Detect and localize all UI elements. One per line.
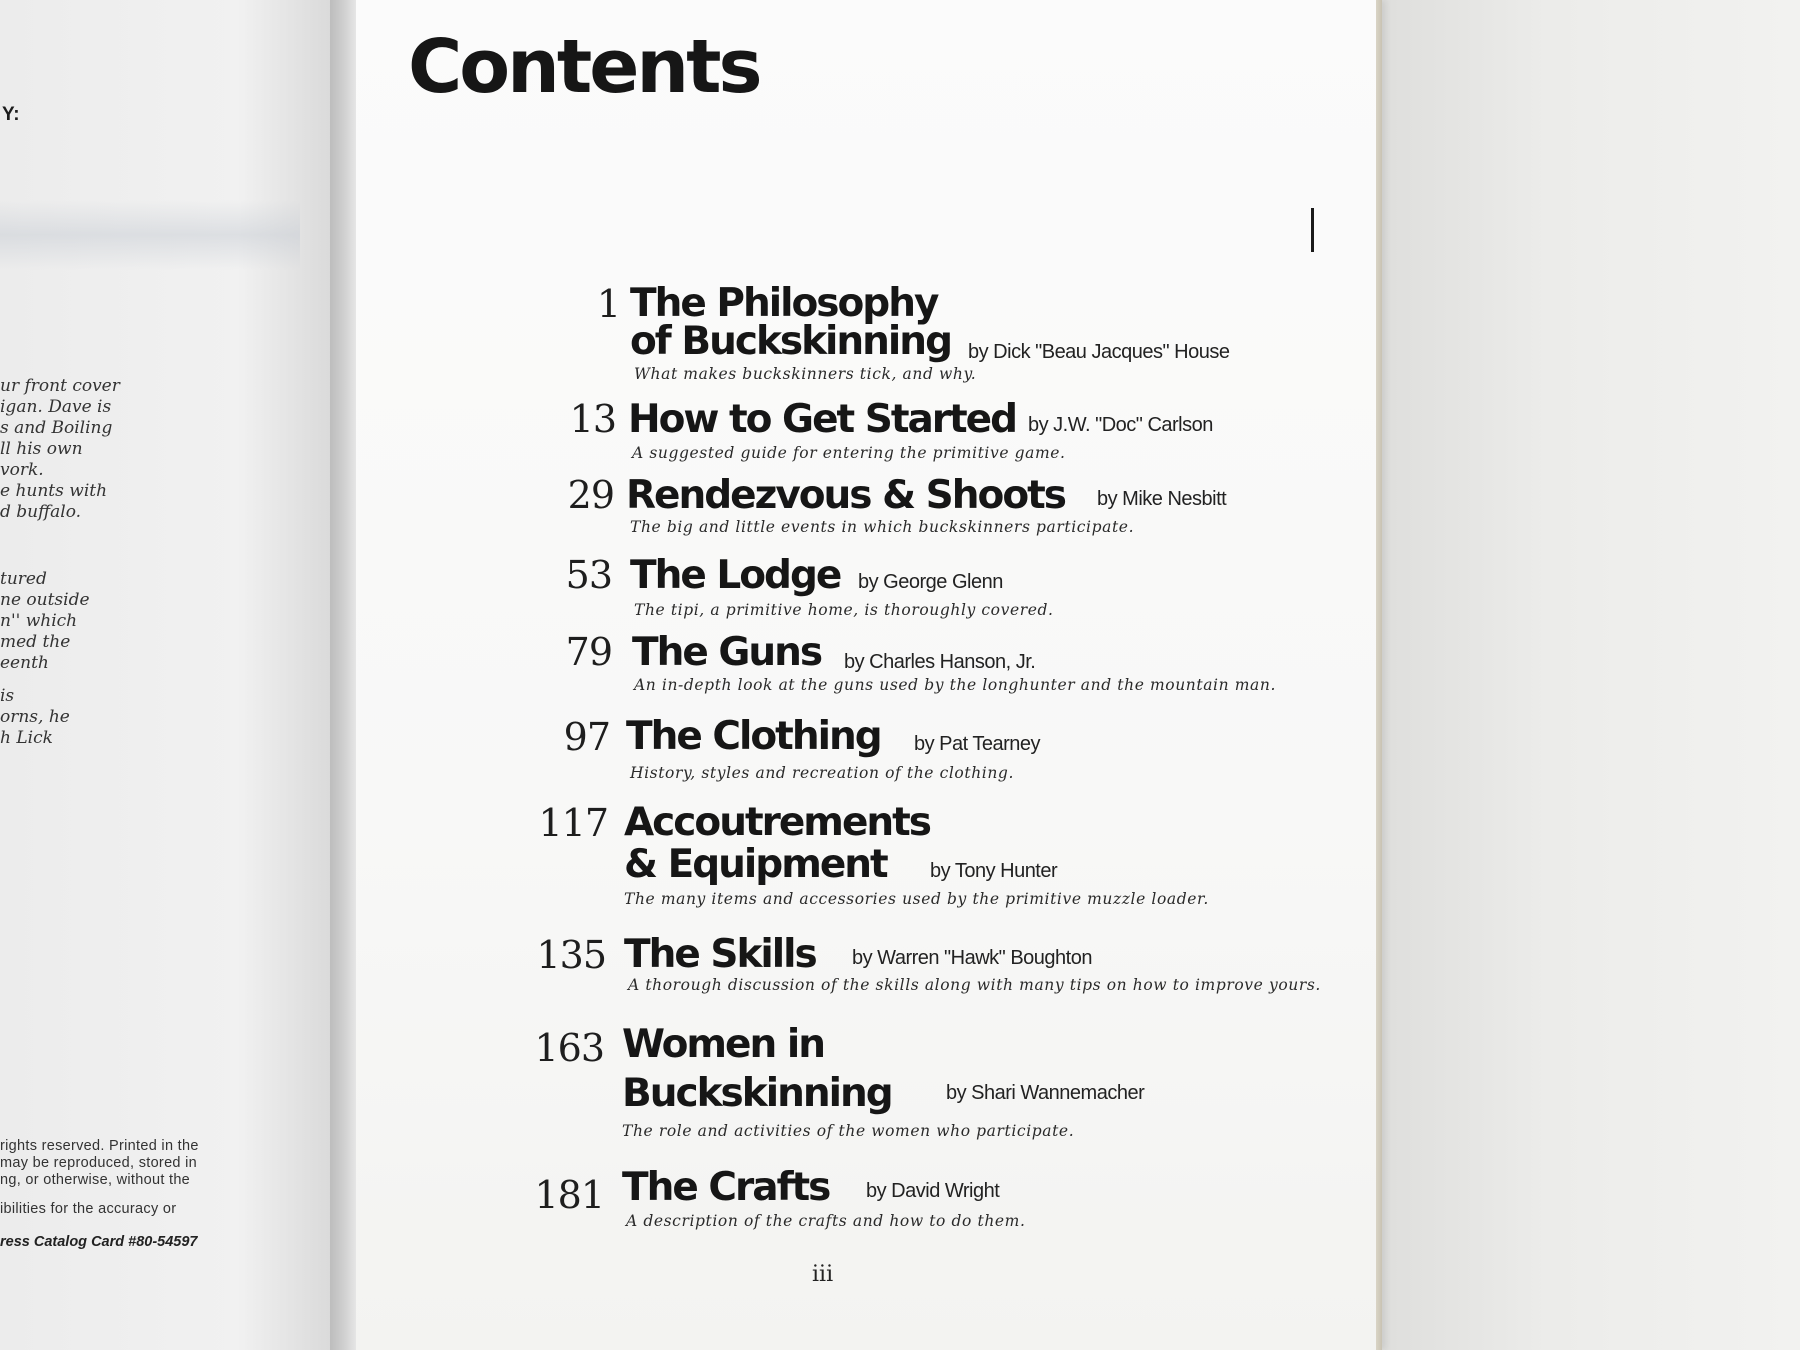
toc-description: History, styles and recreation of the clothing. [630,764,1014,782]
toc-title-line: Rendezvous & Shoots [626,473,1065,518]
legal-line [0,1189,300,1201]
toc-description: What makes buckskinners tick, and why. [634,365,977,383]
toc-description: The many items and accessories used by the primitive muzzle loader. [624,890,1209,908]
blurb-line: vork. [0,460,44,480]
legal-line: ibilities for the accuracy or [0,1201,177,1217]
blurb-line: eenth [0,653,49,673]
toc-title-line: The Crafts [622,1165,830,1210]
legal-line: rights reserved. Printed in the [0,1138,199,1154]
blurb-line [0,674,330,686]
toc-page-number: 163 [534,1026,604,1070]
front-cover-blurb [0,376,330,523]
toc-author: by Shari Wannemacher [946,1082,1145,1104]
left-page [0,0,340,1350]
toc-page-number: 53 [565,553,612,597]
toc-title-line: Buckskinning [622,1071,892,1116]
toc-description: A thorough discussion of the skills along with many tips on how to improve yours. [628,976,1321,994]
page-edge [1376,0,1382,1350]
toc-title-line: Accoutrements [624,800,931,845]
catalog-card-number: ress Catalog Card #80-54597 [0,1234,198,1250]
blurb-line: med the [0,632,71,652]
toc-description: The big and little events in which buckskinners participate. [630,518,1135,536]
blurb-line: s and Boiling [0,418,113,438]
blurb-line: igan. Dave is [0,397,112,417]
toc-page-number: 13 [569,397,616,441]
toc-title-line: The Skills [624,932,816,977]
toc-page-number: 1 [596,282,620,326]
blurb-line: tured [0,569,47,589]
back-cover-blurb [0,569,330,749]
toc-author: by George Glenn [858,571,1003,593]
blurb-line: ll his own [0,439,83,459]
toc-author: by Pat Tearney [914,733,1041,755]
contents-heading: Contents [408,24,760,110]
toc-author: by Tony Hunter [930,860,1058,882]
toc-title-line: & Equipment [624,842,887,887]
faded-print-band [0,200,300,270]
toc-description: A description of the crafts and how to do them. [626,1212,1026,1230]
table-surface [1380,0,1800,1350]
copyright-notice [0,1138,300,1218]
toc-author: by J.W. "Doc" Carlson [1028,414,1213,436]
toc-author: by David Wright [866,1180,1000,1202]
toc-title-line: How to Get Started [628,397,1017,442]
blurb-line: ne outside [0,590,90,610]
section-marker: Y: [2,104,20,125]
toc-title-line: The Philosophy [630,281,938,326]
toc-page-number: 29 [567,473,614,517]
legal-line: may be reproduced, stored in [0,1155,198,1171]
blurb-line: e hunts with [0,481,108,501]
toc-title-line: The Guns [632,630,822,675]
toc-title-line: of Buckskinning [630,319,951,364]
toc-title-line: The Clothing [626,714,881,759]
toc-author: by Warren "Hawk" Boughton [852,947,1092,969]
blurb-line: ur front cover [0,376,120,396]
toc-page-number: 135 [536,933,606,977]
folio: iii [812,1262,834,1287]
toc-title-line: The Lodge [630,553,841,598]
contents-page [356,0,1380,1350]
page-edge-mark [1311,208,1314,252]
blurb-line: d buffalo. [0,502,82,522]
blurb-line: h Lick [0,728,53,748]
toc-description: The role and activities of the women who participate. [622,1122,1075,1140]
toc-description: An in-depth look at the guns used by the longhunter and the mountain man. [634,676,1276,694]
toc-title-line: Women in [622,1022,824,1067]
blurb-line: is [0,686,15,706]
toc-page-number: 79 [565,630,612,674]
toc-author: by Charles Hanson, Jr. [844,651,1036,673]
blurb-line: n'' which [0,611,78,631]
toc-page-number: 181 [534,1173,604,1217]
legal-line: ng, or otherwise, without the [0,1172,191,1188]
blurb-line: orns, he [0,707,70,727]
toc-description: A suggested guide for entering the primitive game. [632,444,1066,462]
toc-author: by Dick "Beau Jacques" House [968,341,1230,363]
toc-author: by Mike Nesbitt [1097,488,1227,510]
toc-page-number: 117 [538,801,608,845]
toc-page-number: 97 [563,715,610,759]
toc-description: The tipi, a primitive home, is thoroughly covered. [634,601,1054,619]
